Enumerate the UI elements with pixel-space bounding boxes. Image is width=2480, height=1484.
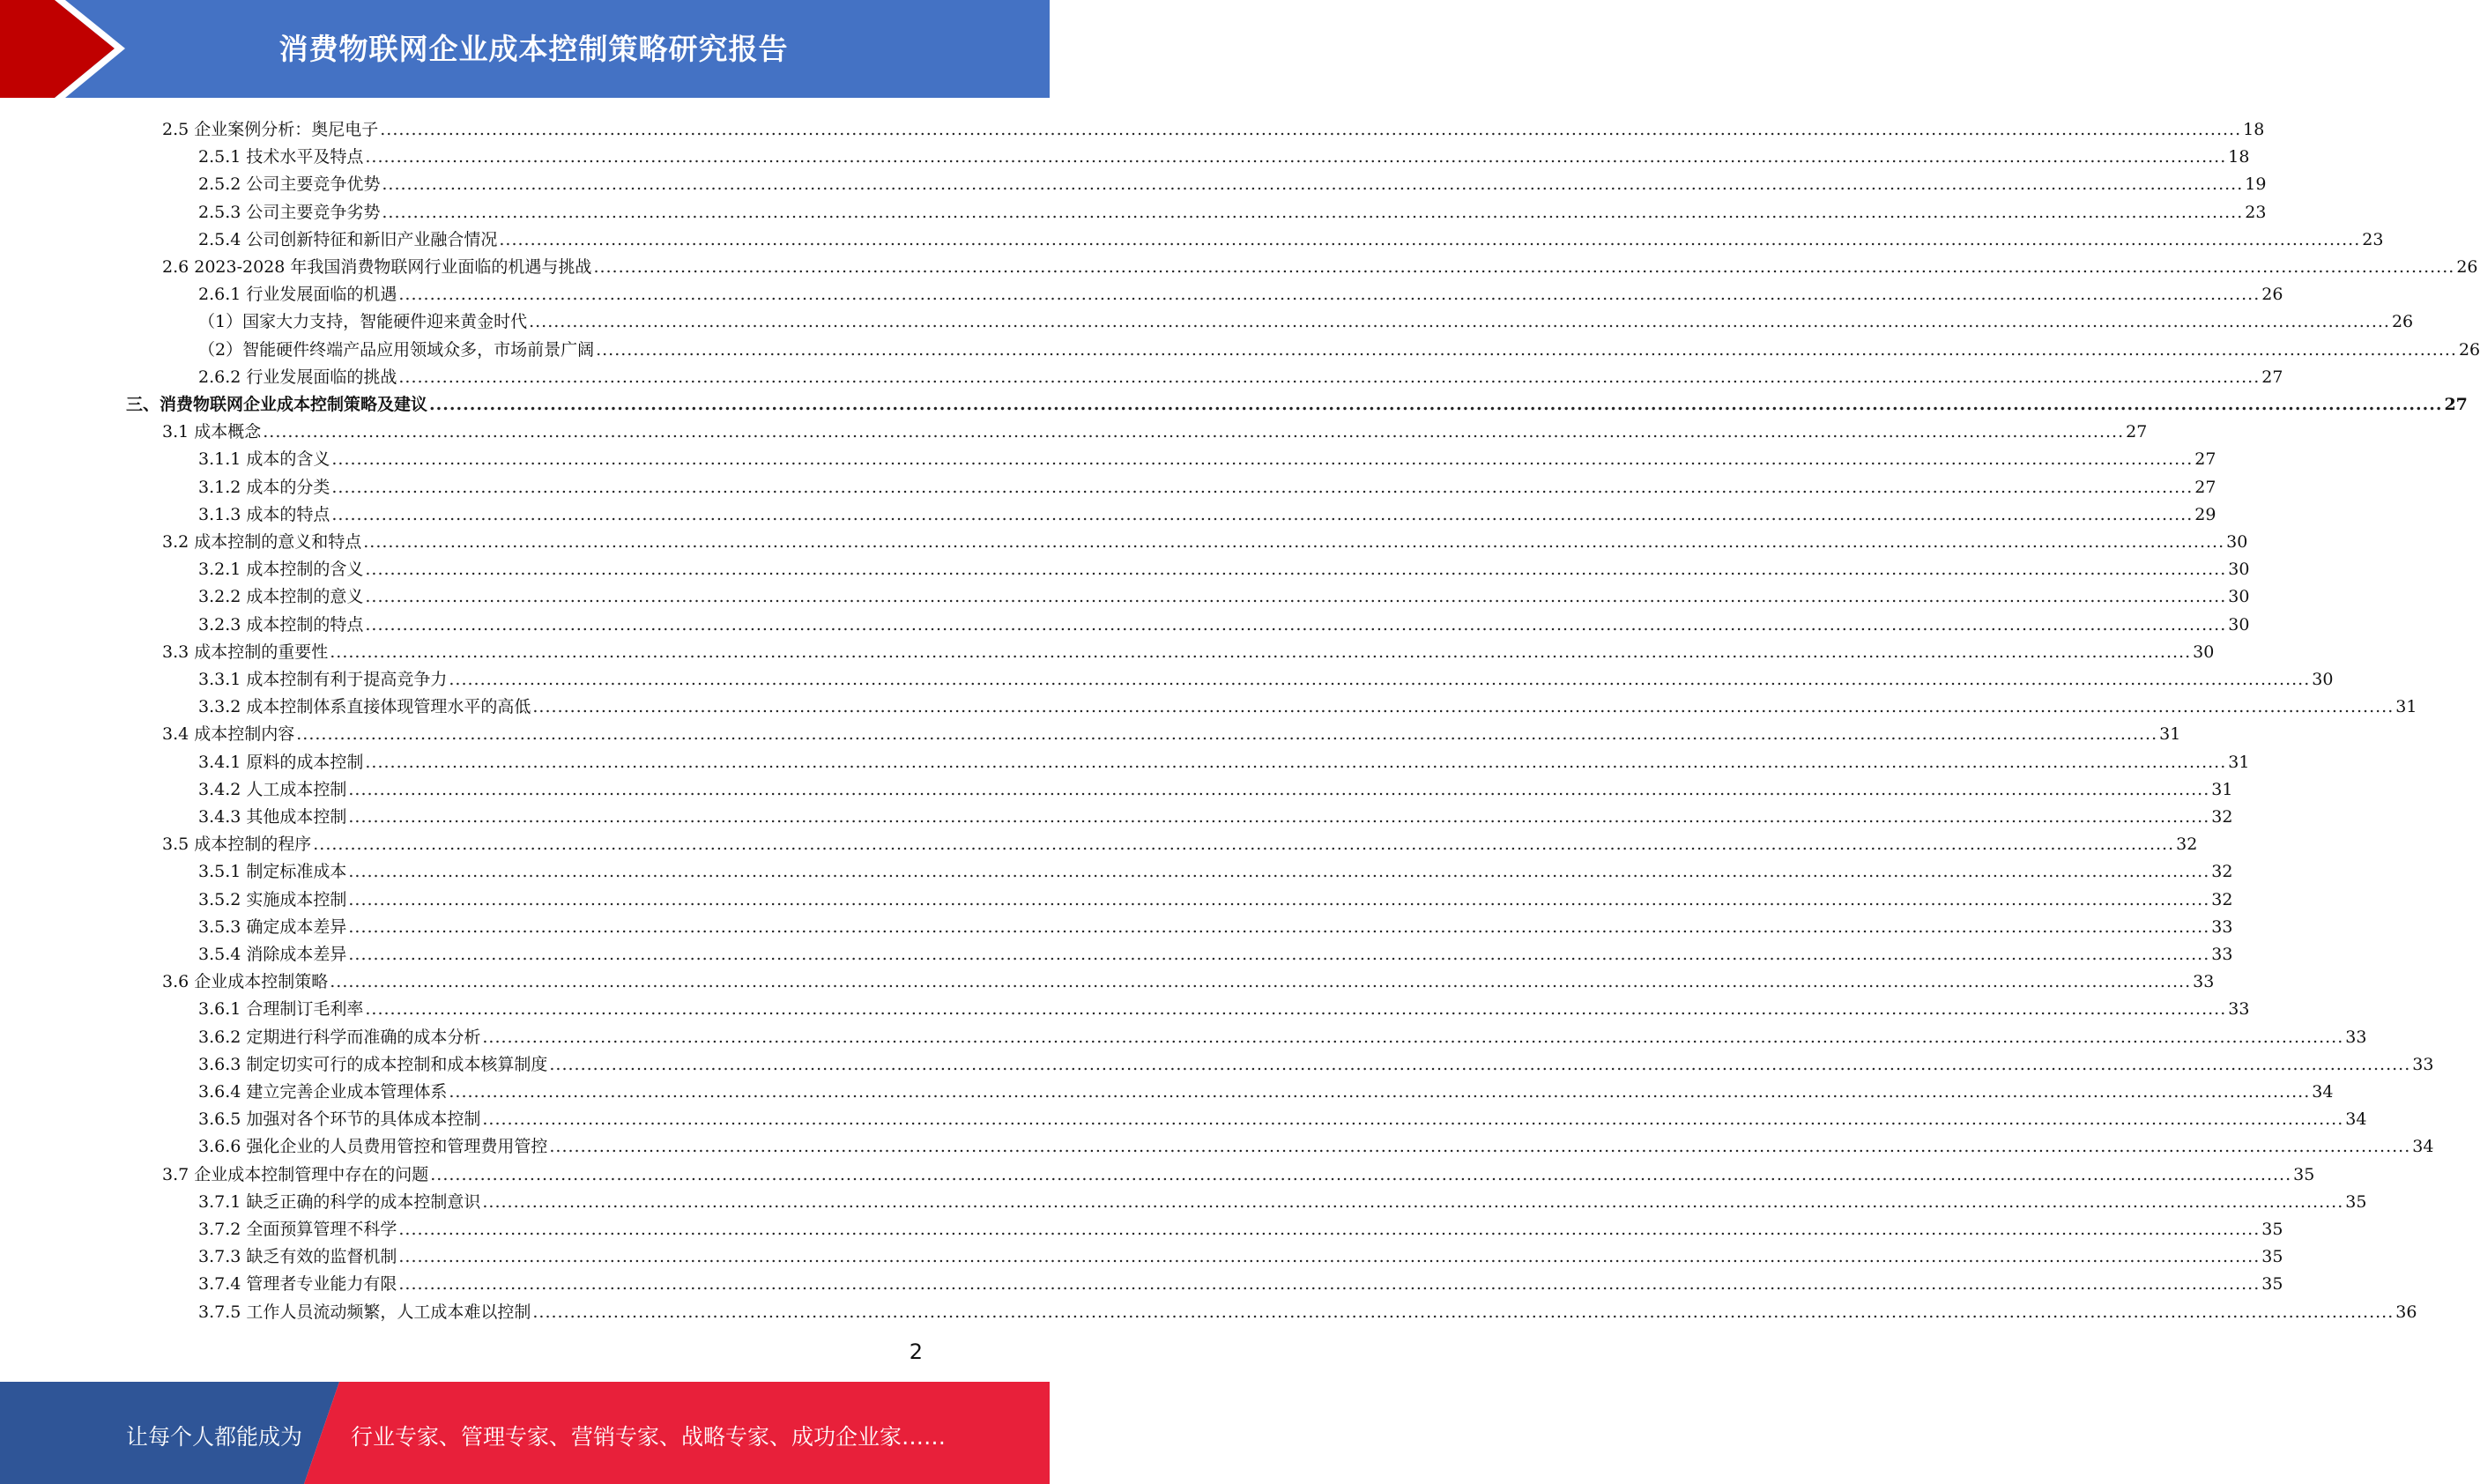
- toc-entry-page: 33: [2412, 1054, 2434, 1074]
- toc-entry-page: 23: [2362, 229, 2384, 249]
- toc-entry-page: 35: [2261, 1220, 2283, 1239]
- toc-entry-label: 3.7.5 工作人员流动频繁，人工成本难以控制: [198, 1302, 531, 1322]
- toc-entry[interactable]: [162, 827, 2198, 855]
- toc-entry-page: 34: [2312, 1082, 2334, 1102]
- toc-leader-dots: ............................................................................................................................................................................................................................................................................................................: [596, 339, 2457, 360]
- toc-leader-dots: ............................................................................................................................................................................................................................................................................................................: [382, 174, 2244, 195]
- toc-entry-page: 26: [2261, 285, 2283, 305]
- toc-entry-page: 32: [2176, 835, 2198, 855]
- toc-entry-page: 31: [2159, 724, 2181, 745]
- document-title: 消费物联网企业成本控制策略研究报告: [278, 32, 789, 66]
- toc-leader-dots: ............................................................................................................................................................................................................................................................................................................: [348, 916, 2210, 937]
- toc-entry-page: 30: [2226, 532, 2248, 552]
- toc-entry[interactable]: [198, 909, 2233, 937]
- toc-entry[interactable]: [198, 607, 2250, 634]
- toc-entry-page: 31: [2211, 779, 2233, 799]
- toc-entry-label: 3.7.2 全面预算管理不科学: [198, 1220, 397, 1239]
- toc-leader-dots: ............................................................................................................................................................................................................................................................................................................: [593, 257, 2455, 277]
- toc-leader-dots: ............................................................................................................................................................................................................................................................................................................: [430, 1164, 2292, 1184]
- toc-entry[interactable]: [162, 414, 2148, 442]
- toc-entry-label: 3.7.3 缺乏有效的监督机制: [198, 1247, 397, 1267]
- toc-leader-dots: ............................................................................................................................................................................................................................................................................................................: [365, 614, 2227, 634]
- toc-leader-dots: ............................................................................................................................................................................................................................................................................................................: [348, 862, 2210, 882]
- toc-entry-page: 32: [2211, 889, 2233, 909]
- toc-entry-page: 32: [2211, 862, 2233, 882]
- toc-entry-page: 32: [2211, 807, 2233, 827]
- toc-leader-dots: ............................................................................................................................................................................................................................................................................................................: [398, 367, 2261, 387]
- footer-slogan-right: 行业专家、管理专家、营销专家、战略专家、成功企业家……: [351, 1424, 947, 1450]
- toc-entry[interactable]: [198, 441, 2216, 470]
- toc-entry[interactable]: [198, 745, 2250, 772]
- toc-entry[interactable]: [198, 332, 2480, 360]
- toc-entry-label: 3.4.3 其他成本控制: [198, 807, 347, 827]
- toc-entry-page: 30: [2228, 560, 2250, 580]
- toc-entry-label: 3.1.1 成本的含义: [198, 449, 330, 470]
- toc-entry[interactable]: [198, 1212, 2283, 1239]
- toc-entry[interactable]: [198, 799, 2233, 827]
- toc-entry[interactable]: [198, 195, 2267, 222]
- footer-slogan-left: 让每个人都能成为: [126, 1424, 303, 1450]
- toc-leader-dots: ............................................................................................................................................................................................................................................................................................................: [363, 532, 2225, 552]
- toc-entry[interactable]: [198, 1074, 2334, 1102]
- toc-leader-dots: ............................................................................................................................................................................................................................................................................................................: [380, 120, 2242, 139]
- toc-entry-label: 3.6.5 加强对各个环节的具体成本控制: [198, 1109, 481, 1130]
- toc-entry-page: 27: [2194, 449, 2216, 470]
- toc-leader-dots: ............................................................................................................................................................................................................................................................................................................: [482, 1027, 2344, 1047]
- toc-entry-page: 23: [2245, 202, 2267, 222]
- toc-entry-label: 2.5.4 公司创新特征和新旧产业融合情况: [198, 229, 498, 249]
- page-number: 2: [909, 1339, 923, 1364]
- toc-entry[interactable]: [198, 1239, 2283, 1267]
- toc-entry-page: 26: [2458, 339, 2480, 360]
- toc-entry-page: 30: [2193, 642, 2215, 662]
- toc-entry-page: 34: [2345, 1109, 2367, 1130]
- toc-leader-dots: ............................................................................................................................................................................................................................................................................................................: [549, 1137, 2411, 1157]
- toc-entry-page: 34: [2412, 1137, 2434, 1157]
- toc-entry-label: 2.5 企业案例分析：奥尼电子: [162, 120, 379, 139]
- toc-leader-dots: ............................................................................................................................................................................................................................................................................................................: [331, 477, 2194, 497]
- toc-entry-page: 35: [2293, 1164, 2315, 1184]
- toc-leader-dots: ............................................................................................................................................................................................................................................................................................................: [348, 779, 2210, 799]
- toc-entry-page: 33: [2211, 916, 2233, 937]
- toc-entry-page: 27: [2126, 422, 2148, 442]
- toc-leader-dots: ............................................................................................................................................................................................................................................................................................................: [348, 889, 2210, 909]
- toc-leader-dots: ............................................................................................................................................................................................................................................................................................................: [365, 752, 2227, 772]
- toc-entry-label: 3.7.1 缺乏正确的科学的成本控制意识: [198, 1191, 481, 1212]
- toc-entry-page: 33: [2228, 999, 2250, 1020]
- toc-entry[interactable]: [198, 937, 2233, 964]
- toc-entry[interactable]: [198, 360, 2283, 387]
- toc-leader-dots: ............................................................................................................................................................................................................................................................................................................: [365, 587, 2227, 607]
- toc-entry-page: 18: [2228, 147, 2250, 167]
- toc-entry-page: 33: [2193, 972, 2215, 992]
- toc-entry[interactable]: [162, 634, 2215, 662]
- toc-entry[interactable]: [198, 139, 2250, 167]
- toc-entry-page: 35: [2261, 1274, 2283, 1295]
- toc-entry-label: 2.6.2 行业发展面临的挑战: [198, 367, 397, 387]
- toc-entry-label: 3.4 成本控制内容: [162, 724, 295, 745]
- toc-entry-label: 2.5.1 技术水平及特点: [198, 147, 364, 167]
- toc-leader-dots: ............................................................................................................................................................................................................................................................................................................: [382, 202, 2244, 222]
- toc-entry-page: 18: [2243, 120, 2265, 139]
- toc-entry-page: 27: [2261, 367, 2283, 387]
- toc-entry-label: 3.1 成本概念: [162, 422, 262, 442]
- toc-entry-page: 29: [2194, 504, 2216, 524]
- toc-entry-label: 2.6.1 行业发展面临的机遇: [198, 285, 397, 305]
- toc-entry[interactable]: [198, 552, 2250, 580]
- toc-entry[interactable]: [198, 689, 2417, 717]
- toc-leader-dots: ............................................................................................................................................................................................................................................................................................................: [398, 1274, 2261, 1295]
- toc-entry[interactable]: [198, 991, 2250, 1020]
- toc-entry-label: 3.5.2 实施成本控制: [198, 889, 347, 909]
- toc-entry[interactable]: [198, 222, 2384, 249]
- toc-entry-page: 27: [2194, 477, 2216, 497]
- toc-leader-dots: ............................................................................................................................................................................................................................................................................................................: [398, 285, 2261, 305]
- toc-entry-label: 2.6 2023-2028 年我国消费物联网行业面临的机遇与挑战: [162, 257, 592, 277]
- toc-entry-page: 27: [2444, 395, 2468, 414]
- toc-leader-dots: ............................................................................................................................................................................................................................................................................................................: [348, 807, 2210, 827]
- toc-leader-dots: ............................................................................................................................................................................................................................................................................................................: [449, 670, 2311, 689]
- toc-entry-page: 33: [2345, 1027, 2367, 1047]
- toc-entry[interactable]: [162, 524, 2248, 552]
- page-header: [0, 0, 1050, 98]
- toc-entry-page: 30: [2312, 670, 2334, 689]
- toc-entry-label: 3.4.1 原料的成本控制: [198, 752, 364, 772]
- toc-entry-label: 3.3.2 成本控制体系直接体现管理水平的高低: [198, 697, 531, 717]
- page-footer: [0, 1382, 1050, 1484]
- toc-entry-label: 3.5.1 制定标准成本: [198, 862, 347, 882]
- toc-entry-label: 3.7 企业成本控制管理中存在的问题: [162, 1164, 429, 1184]
- toc-entry-label: 3.7.4 管理者专业能力有限: [198, 1274, 397, 1295]
- toc-entry-label: 2.5.2 公司主要竞争优势: [198, 174, 381, 195]
- toc-entry-page: 36: [2395, 1302, 2417, 1322]
- toc-entry-label: 3.2.3 成本控制的特点: [198, 614, 364, 634]
- toc-entry[interactable]: [162, 112, 2265, 139]
- toc-entry-label: 3.1.2 成本的分类: [198, 477, 330, 497]
- toc-entry-label: 3.3 成本控制的重要性: [162, 642, 329, 662]
- toc-leader-dots: ............................................................................................................................................................................................................................................................................................................: [398, 1247, 2261, 1267]
- toc-leader-dots: ............................................................................................................................................................................................................................................................................................................: [331, 449, 2194, 470]
- toc-entry-label: 3.2.1 成本控制的含义: [198, 560, 364, 580]
- toc-leader-dots: ............................................................................................................................................................................................................................................................................................................: [365, 147, 2227, 167]
- toc-leader-dots: ............................................................................................................................................................................................................................................................................................................: [348, 945, 2210, 964]
- toc-entry-page: 26: [2391, 312, 2414, 332]
- toc-entry-label: （1）国家大力支持，智能硬件迎来黄金时代: [198, 312, 528, 332]
- toc-entry[interactable]: [198, 772, 2233, 799]
- toc-entry[interactable]: [198, 497, 2216, 524]
- toc-entry[interactable]: [198, 1266, 2283, 1295]
- toc-entry[interactable]: [198, 1295, 2417, 1322]
- toc-leader-dots: ............................................................................................................................................................................................................................................................................................................: [482, 1191, 2344, 1212]
- toc-entry-page: 31: [2395, 697, 2417, 717]
- toc-entry[interactable]: [198, 882, 2233, 909]
- toc-entry[interactable]: [198, 1047, 2434, 1074]
- toc-entry-label: 3.3.1 成本控制有利于提高竞争力: [198, 670, 448, 689]
- toc-entry-label: 2.5.3 公司主要竞争劣势: [198, 202, 381, 222]
- toc-entry[interactable]: [162, 249, 2478, 277]
- toc-entry-label: 3.6.2 定期进行科学而准确的成本分析: [198, 1027, 481, 1047]
- toc-leader-dots: ............................................................................................................................................................................................................................................................................................................: [532, 1302, 2395, 1322]
- toc-entry-page: 26: [2456, 257, 2478, 277]
- toc-entry[interactable]: [198, 1184, 2367, 1212]
- toc-entry-label: （2）智能硬件终端产品应用领域众多，市场前景广阔: [198, 339, 595, 360]
- toc-leader-dots: ............................................................................................................................................................................................................................................................................................................: [330, 972, 2192, 992]
- toc-entry[interactable]: [198, 277, 2283, 305]
- toc-entry-label: 3.6.4 建立完善企业成本管理体系: [198, 1082, 448, 1102]
- toc-entry[interactable]: [198, 854, 2233, 882]
- toc-leader-dots: ............................................................................................................................................................................................................................................................................................................: [429, 395, 2443, 414]
- toc-entry[interactable]: [198, 304, 2414, 332]
- toc-entry[interactable]: [198, 1129, 2434, 1157]
- toc-entry-page: 30: [2228, 587, 2250, 607]
- toc-leader-dots: ............................................................................................................................................................................................................................................................................................................: [331, 504, 2194, 524]
- toc-leader-dots: ............................................................................................................................................................................................................................................................................................................: [529, 312, 2390, 332]
- toc-entry-label: 3.1.3 成本的特点: [198, 504, 330, 524]
- toc-entry-label: 3.6 企业成本控制策略: [162, 972, 329, 992]
- toc-entry-page: 35: [2261, 1247, 2283, 1267]
- toc-leader-dots: ............................................................................................................................................................................................................................................................................................................: [482, 1109, 2344, 1130]
- toc-entry[interactable]: [198, 579, 2250, 607]
- toc-leader-dots: ............................................................................................................................................................................................................................................................................................................: [365, 560, 2227, 580]
- toc-leader-dots: ............................................................................................................................................................................................................................................................................................................: [398, 1220, 2261, 1239]
- toc-entry-label: 3.6.6 强化企业的人员费用管控和管理费用管控: [198, 1137, 548, 1157]
- toc-entry[interactable]: [162, 716, 2181, 745]
- toc-entry-label: 三、消费物联网企业成本控制策略及建议: [126, 395, 428, 414]
- toc-entry-label: 3.6.3 制定切实可行的成本控制和成本核算制度: [198, 1054, 548, 1074]
- toc-entry[interactable]: [198, 1102, 2367, 1130]
- toc-entry-label: 3.5.3 确定成本差异: [198, 916, 347, 937]
- toc-leader-dots: ............................................................................................................................................................................................................................................................................................................: [296, 724, 2158, 745]
- toc-entry-label: 3.5 成本控制的程序: [162, 835, 312, 855]
- toc-entry[interactable]: [198, 470, 2216, 497]
- toc-entry-label: 3.2 成本控制的意义和特点: [162, 532, 362, 552]
- toc-entry[interactable]: [126, 387, 2468, 414]
- toc-leader-dots: ............................................................................................................................................................................................................................................................................................................: [365, 999, 2227, 1020]
- toc-entry[interactable]: [198, 662, 2334, 689]
- toc-entry-page: 33: [2211, 945, 2233, 964]
- toc-entry-page: 30: [2228, 614, 2250, 634]
- toc-entry-page: 35: [2345, 1191, 2367, 1212]
- toc-leader-dots: ............................................................................................................................................................................................................................................................................................................: [499, 229, 2361, 249]
- toc-leader-dots: ............................................................................................................................................................................................................................................................................................................: [313, 835, 2175, 855]
- toc-entry[interactable]: [198, 167, 2267, 195]
- toc-entry[interactable]: [162, 964, 2215, 992]
- toc-entry[interactable]: [198, 1020, 2367, 1047]
- toc-leader-dots: ............................................................................................................................................................................................................................................................................................................: [449, 1082, 2311, 1102]
- toc-entry-label: 3.2.2 成本控制的意义: [198, 587, 364, 607]
- toc-entry-label: 3.5.4 消除成本差异: [198, 945, 347, 964]
- toc-leader-dots: ............................................................................................................................................................................................................................................................................................................: [330, 642, 2192, 662]
- toc-leader-dots: ............................................................................................................................................................................................................................................................................................................: [532, 697, 2395, 717]
- toc-entry-page: 19: [2245, 174, 2267, 195]
- toc-entry-label: 3.6.1 合理制订毛利率: [198, 999, 364, 1020]
- toc-leader-dots: ............................................................................................................................................................................................................................................................................................................: [549, 1054, 2411, 1074]
- toc-entry-page: 31: [2228, 752, 2250, 772]
- toc-entry[interactable]: [162, 1157, 2315, 1184]
- toc-leader-dots: ............................................................................................................................................................................................................................................................................................................: [263, 422, 2125, 442]
- toc-entry-label: 3.4.2 人工成本控制: [198, 779, 347, 799]
